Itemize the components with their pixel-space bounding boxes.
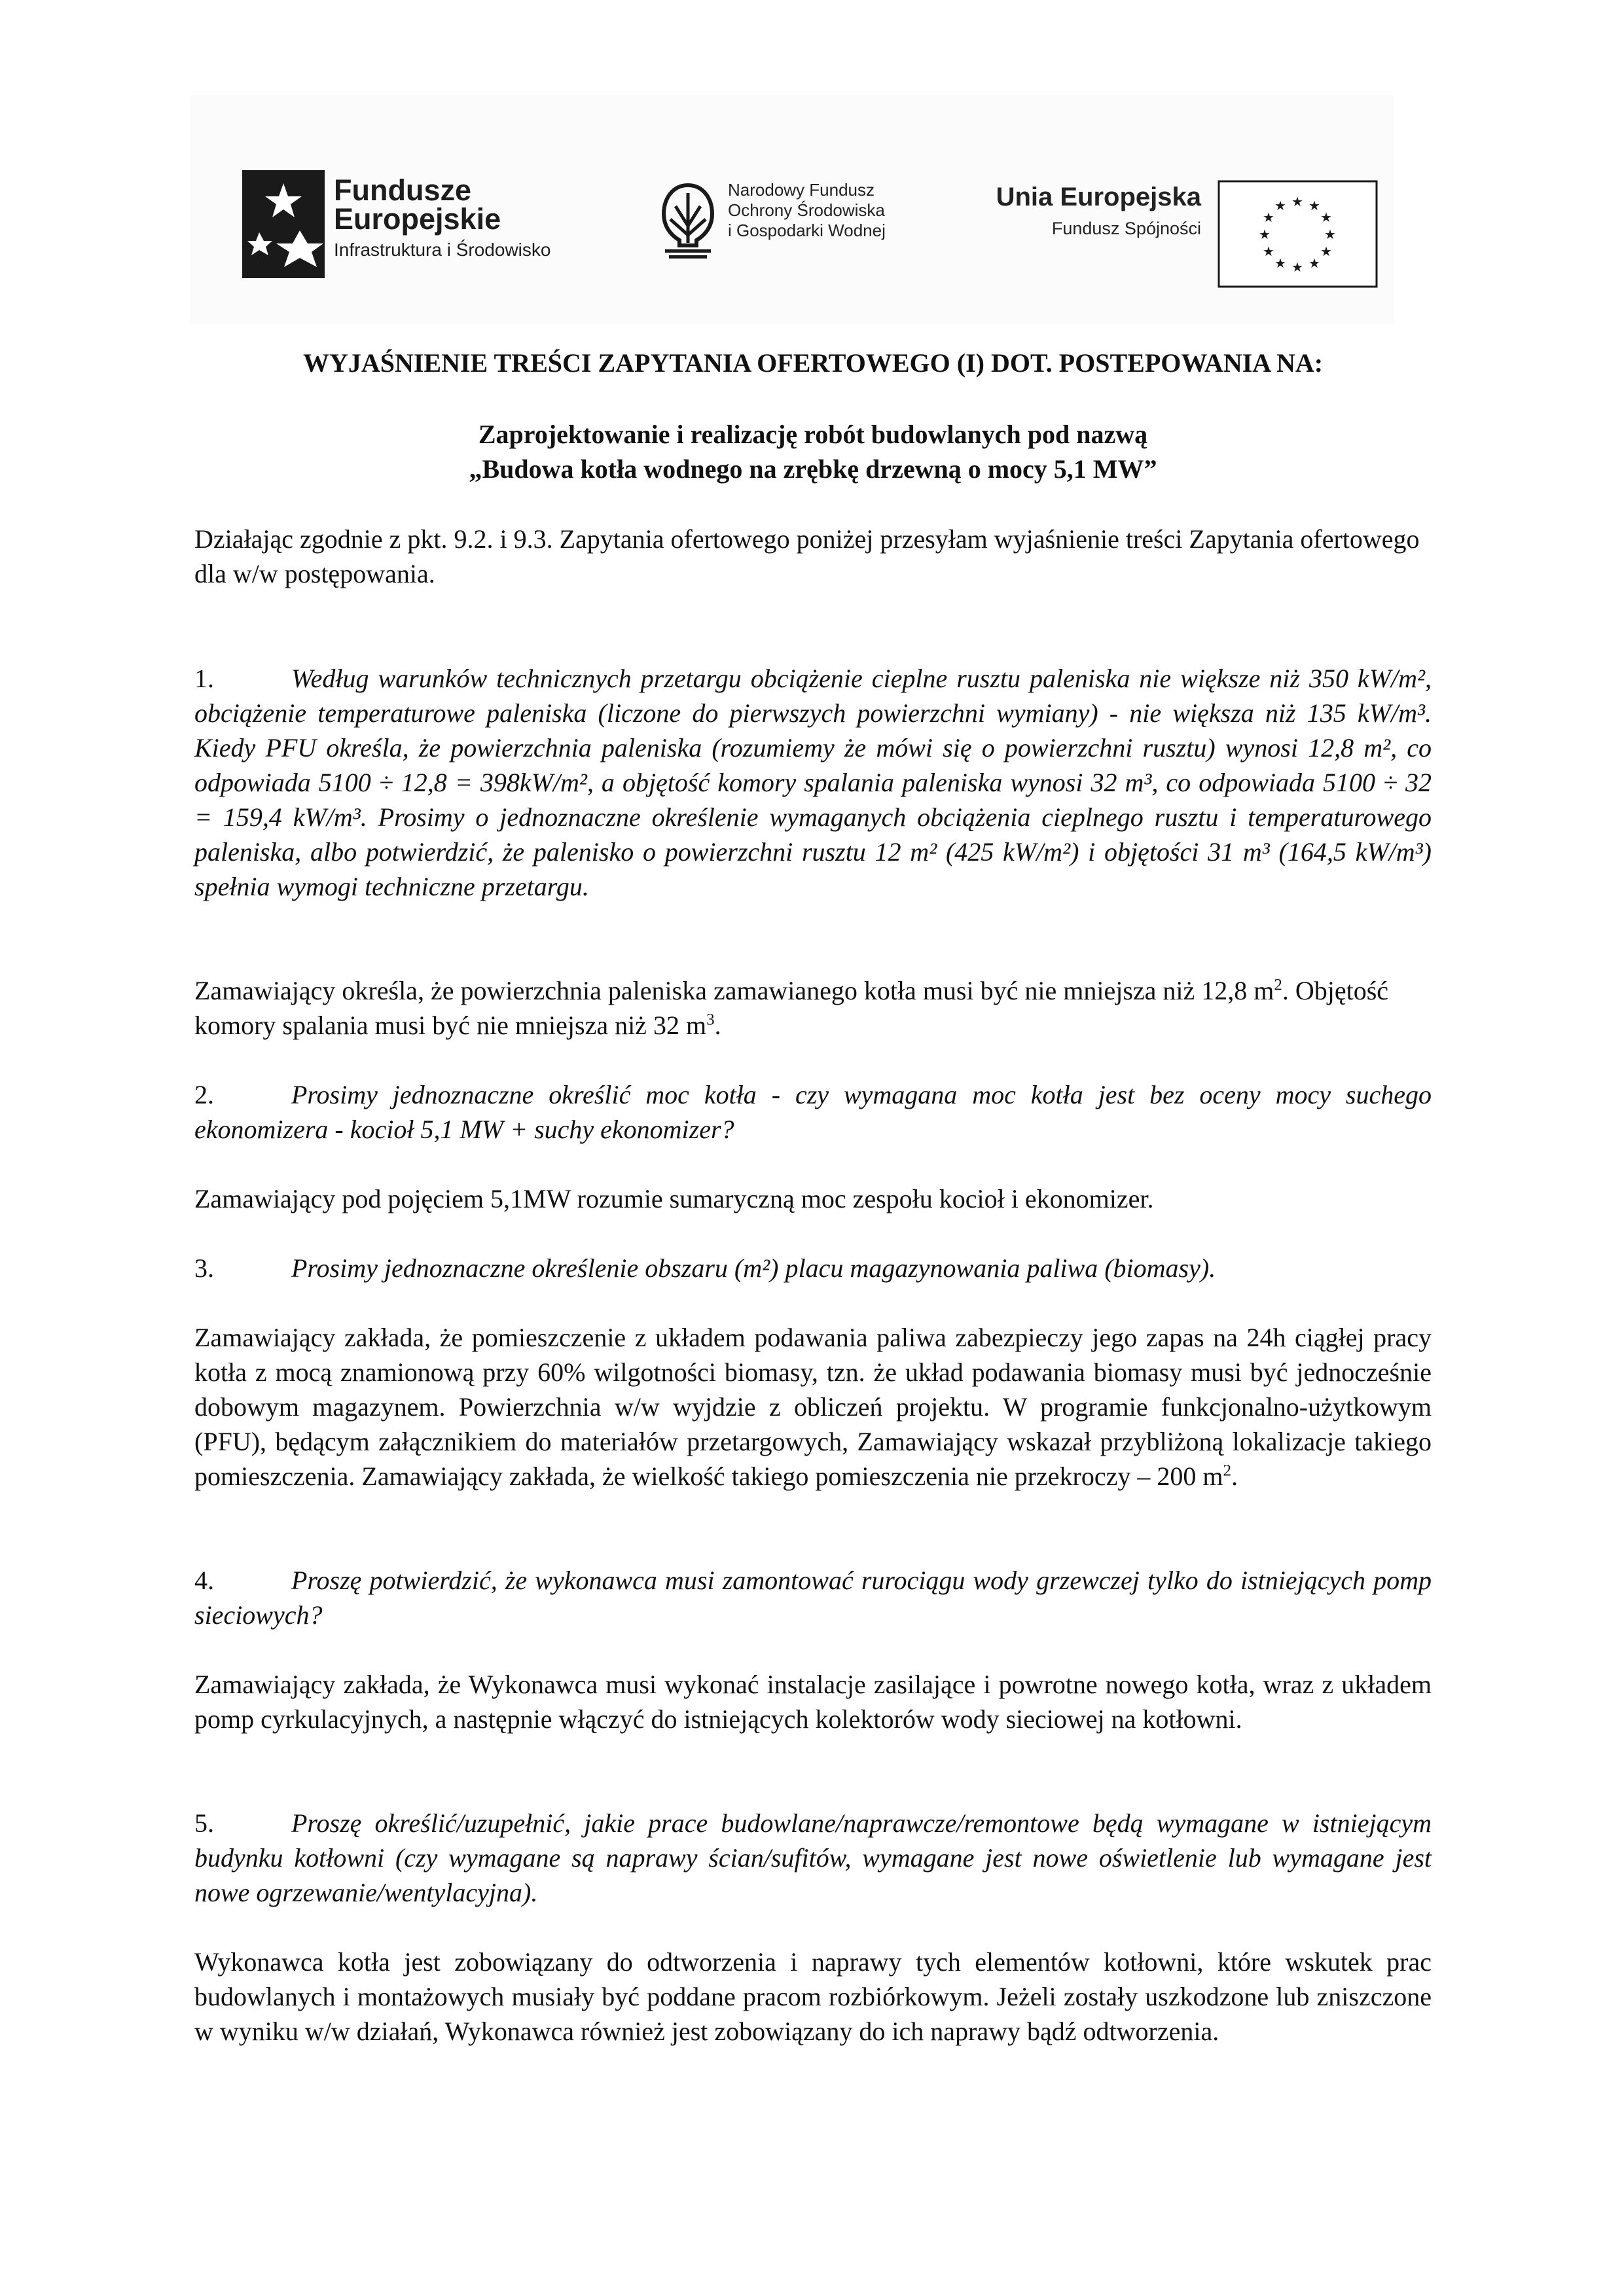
answer-3: Zamawiający zakłada, że pomieszczenie z układem podawania paliwa zabezpieczy jego zapas na 24h ciągłej pracy kotła z mocą znamionową przy 60% wilgotności biomasy, tzn. że układ podawania biomasy musi być jednocześnie dobowym magazynem. Powierzchnia w/w wyjdzie z obliczeń projektu. W programie funkcjonalno-użytkowym (PFU), będącym załącznikiem do materiałów przetargowych, Zamawiający wskazał przybliżoną lokalizacje takiego pomieszczenia. Zamawiający zakłada, że wielkość takiego pomieszczenia nie przekroczy – 200 $m^2$.	[194, 1323, 1432, 1491]
question-number: 4.	[194, 1566, 214, 1595]
svg-text:★: ★	[1259, 226, 1271, 242]
intro-paragraph: Działając zgodnie z pkt. 9.2. i 9.3. Zapytania ofertowego poniżej przesyłam wyjaśnienie treści Zapytania ofertowego dla w/w postępowania.	[194, 524, 1420, 588]
question-2	[194, 1077, 1432, 1147]
fe-title-line1: Fundusze	[334, 173, 471, 207]
nfosigw-emblem-icon	[661, 180, 715, 260]
question-number: 1.	[194, 664, 214, 693]
question-4	[194, 1563, 1432, 1632]
svg-text:★: ★	[1291, 259, 1303, 275]
svg-text:★: ★	[1263, 209, 1274, 225]
svg-text:★: ★	[1308, 198, 1320, 213]
question-number: 2.	[194, 1080, 214, 1109]
fundusze-europejskie-logo	[242, 170, 583, 281]
document-subtitle-line2: „Budowa kotła wodnego na zrębkę drzewną o mocy 5,1 MW”	[469, 454, 1157, 484]
question-text: Proszę potwierdzić, że wykonawca musi zamontować rurociągu wody grzewczej tylko do istniejących pomp sieciowych?	[194, 1566, 1432, 1630]
question-3	[194, 1251, 1432, 1285]
answer-5: Wykonawca kotła jest zobowiązany do odtworzenia i naprawy tych elementów kotłowni, które wskutek prac budowlanych i montażowych musiały być poddane pracom rozbiórkowym. Jeżeli zostały uszkodzone lub zniszczone w wyniku w/w działań, Wykonawca również jest zobowiązany do ich naprawy bądź odtworzenia.	[194, 1947, 1432, 2046]
svg-text:★: ★	[1291, 194, 1303, 209]
fe-program-name: Infrastruktura i Środowisko	[334, 240, 551, 260]
question-1	[194, 661, 1432, 904]
svg-text:★: ★	[1274, 255, 1286, 271]
svg-text:★: ★	[1274, 198, 1286, 213]
fundusze-europejskie-star-icon	[242, 170, 325, 278]
fe-title-line2: Europejskie	[334, 202, 501, 236]
logo-bar	[190, 95, 1394, 324]
question-text: Prosimy jednoznaczne określenie obszaru (m²) placu magazynowania paliwa (biomasy).	[291, 1253, 1216, 1283]
question-text: Proszę określić/uzupełnić, jakie prace budowlane/naprawcze/remontowe będą wymagane w istniejącym budynku kotłowni (czy wymagane są naprawy ścian/sufitów, wymagane jest nowe oświetlenie lub wymagane jest nowe ogrzewanie/wentylacyjna).	[194, 1808, 1432, 1907]
nfosigw-name	[728, 180, 886, 241]
question-text: Według warunków technicznych przetargu obciążenie cieplne rusztu paleniska nie większe niż 350 kW/m², obciążenie temperaturowe paleniska (liczone do pierwszych powierzchni wymiany) - nie większa niż 135 kW/m³. Kiedy PFU określa, że powierzchnia paleniska (rozumiemy że mówi się o powierzchni rusztu) wynosi 12,8 m², co odpowiada 5100 ÷ 12,8 = 398kW/m², a objętość komory spalania paleniska wynosi 32 m³, co odpowiada 5100 ÷ 32 = 159,4 kW/m³. Prosimy o jednoznaczne określenie wymaganych obciążenia cieplnego rusztu i temperaturowego paleniska, albo potwierdzić, że palenisko o powierzchni rusztu 12 m² (425 kW/m²) i objętości 31 m³ (164,5 kW/m³) spełnia wymogi techniczne przetargu.	[194, 664, 1432, 901]
answer-4: Zamawiający zakłada, że Wykonawca musi wykonać instalacje zasilające i powrotne nowego kotła, wraz z układem pomp cyrkulacyjnych, a następnie włączyć do istniejących kolektorów wody sieciowej na kotłowni.	[194, 1670, 1432, 1734]
nfosigw-line2: Ochrony Środowiska	[728, 200, 885, 220]
document-title: WYJAŚNIENIE TREŚCI ZAPYTANIA OFERTOWEGO (I) DOT. POSTEPOWANIA NA:	[302, 348, 1324, 378]
ue-fund-name: Fundusz Spójności	[1051, 219, 1201, 238]
answer-2: Zamawiający pod pojęciem 5,1MW rozumie sumaryczną moc zespołu kocioł i ekonomizer.	[194, 1184, 1154, 1213]
svg-text:★: ★	[1308, 255, 1320, 271]
question-number: 3.	[194, 1253, 214, 1283]
answer-1: Zamawiający określa, że powierzchnia paleniska zamawianego kotła musi być nie mniejsza niż 12,8 $m^2$. Objętość komory spalania musi być nie mniejsza niż 32 $m^3$.	[194, 976, 1389, 1040]
svg-text:★: ★	[1320, 243, 1332, 259]
svg-text:★: ★	[1324, 226, 1336, 242]
nfosigw-logo	[661, 180, 956, 272]
question-text: Prosimy jednoznaczne określić moc kotła - czy wymagana moc kotła jest bez oceny mocy suchego ekonomizera - kocioł 5,1 MW + suchy ekonomizer?	[194, 1080, 1432, 1144]
document-subtitle-line1: Zaprojektowanie i realizację robót budowlanych pod nazwą	[478, 420, 1148, 449]
question-number: 5.	[194, 1808, 214, 1838]
nfosigw-line3: i Gospodarki Wodnej	[728, 221, 886, 240]
ue-title: Unia Europejska	[996, 183, 1201, 211]
svg-text:★: ★	[1320, 209, 1332, 225]
nfosigw-line1: Narodowy Fundusz	[728, 180, 875, 200]
question-5	[194, 1806, 1432, 1910]
unia-europejska-logo	[985, 180, 1378, 275]
svg-text:★: ★	[1263, 243, 1274, 259]
eu-flag-icon	[1218, 180, 1378, 288]
